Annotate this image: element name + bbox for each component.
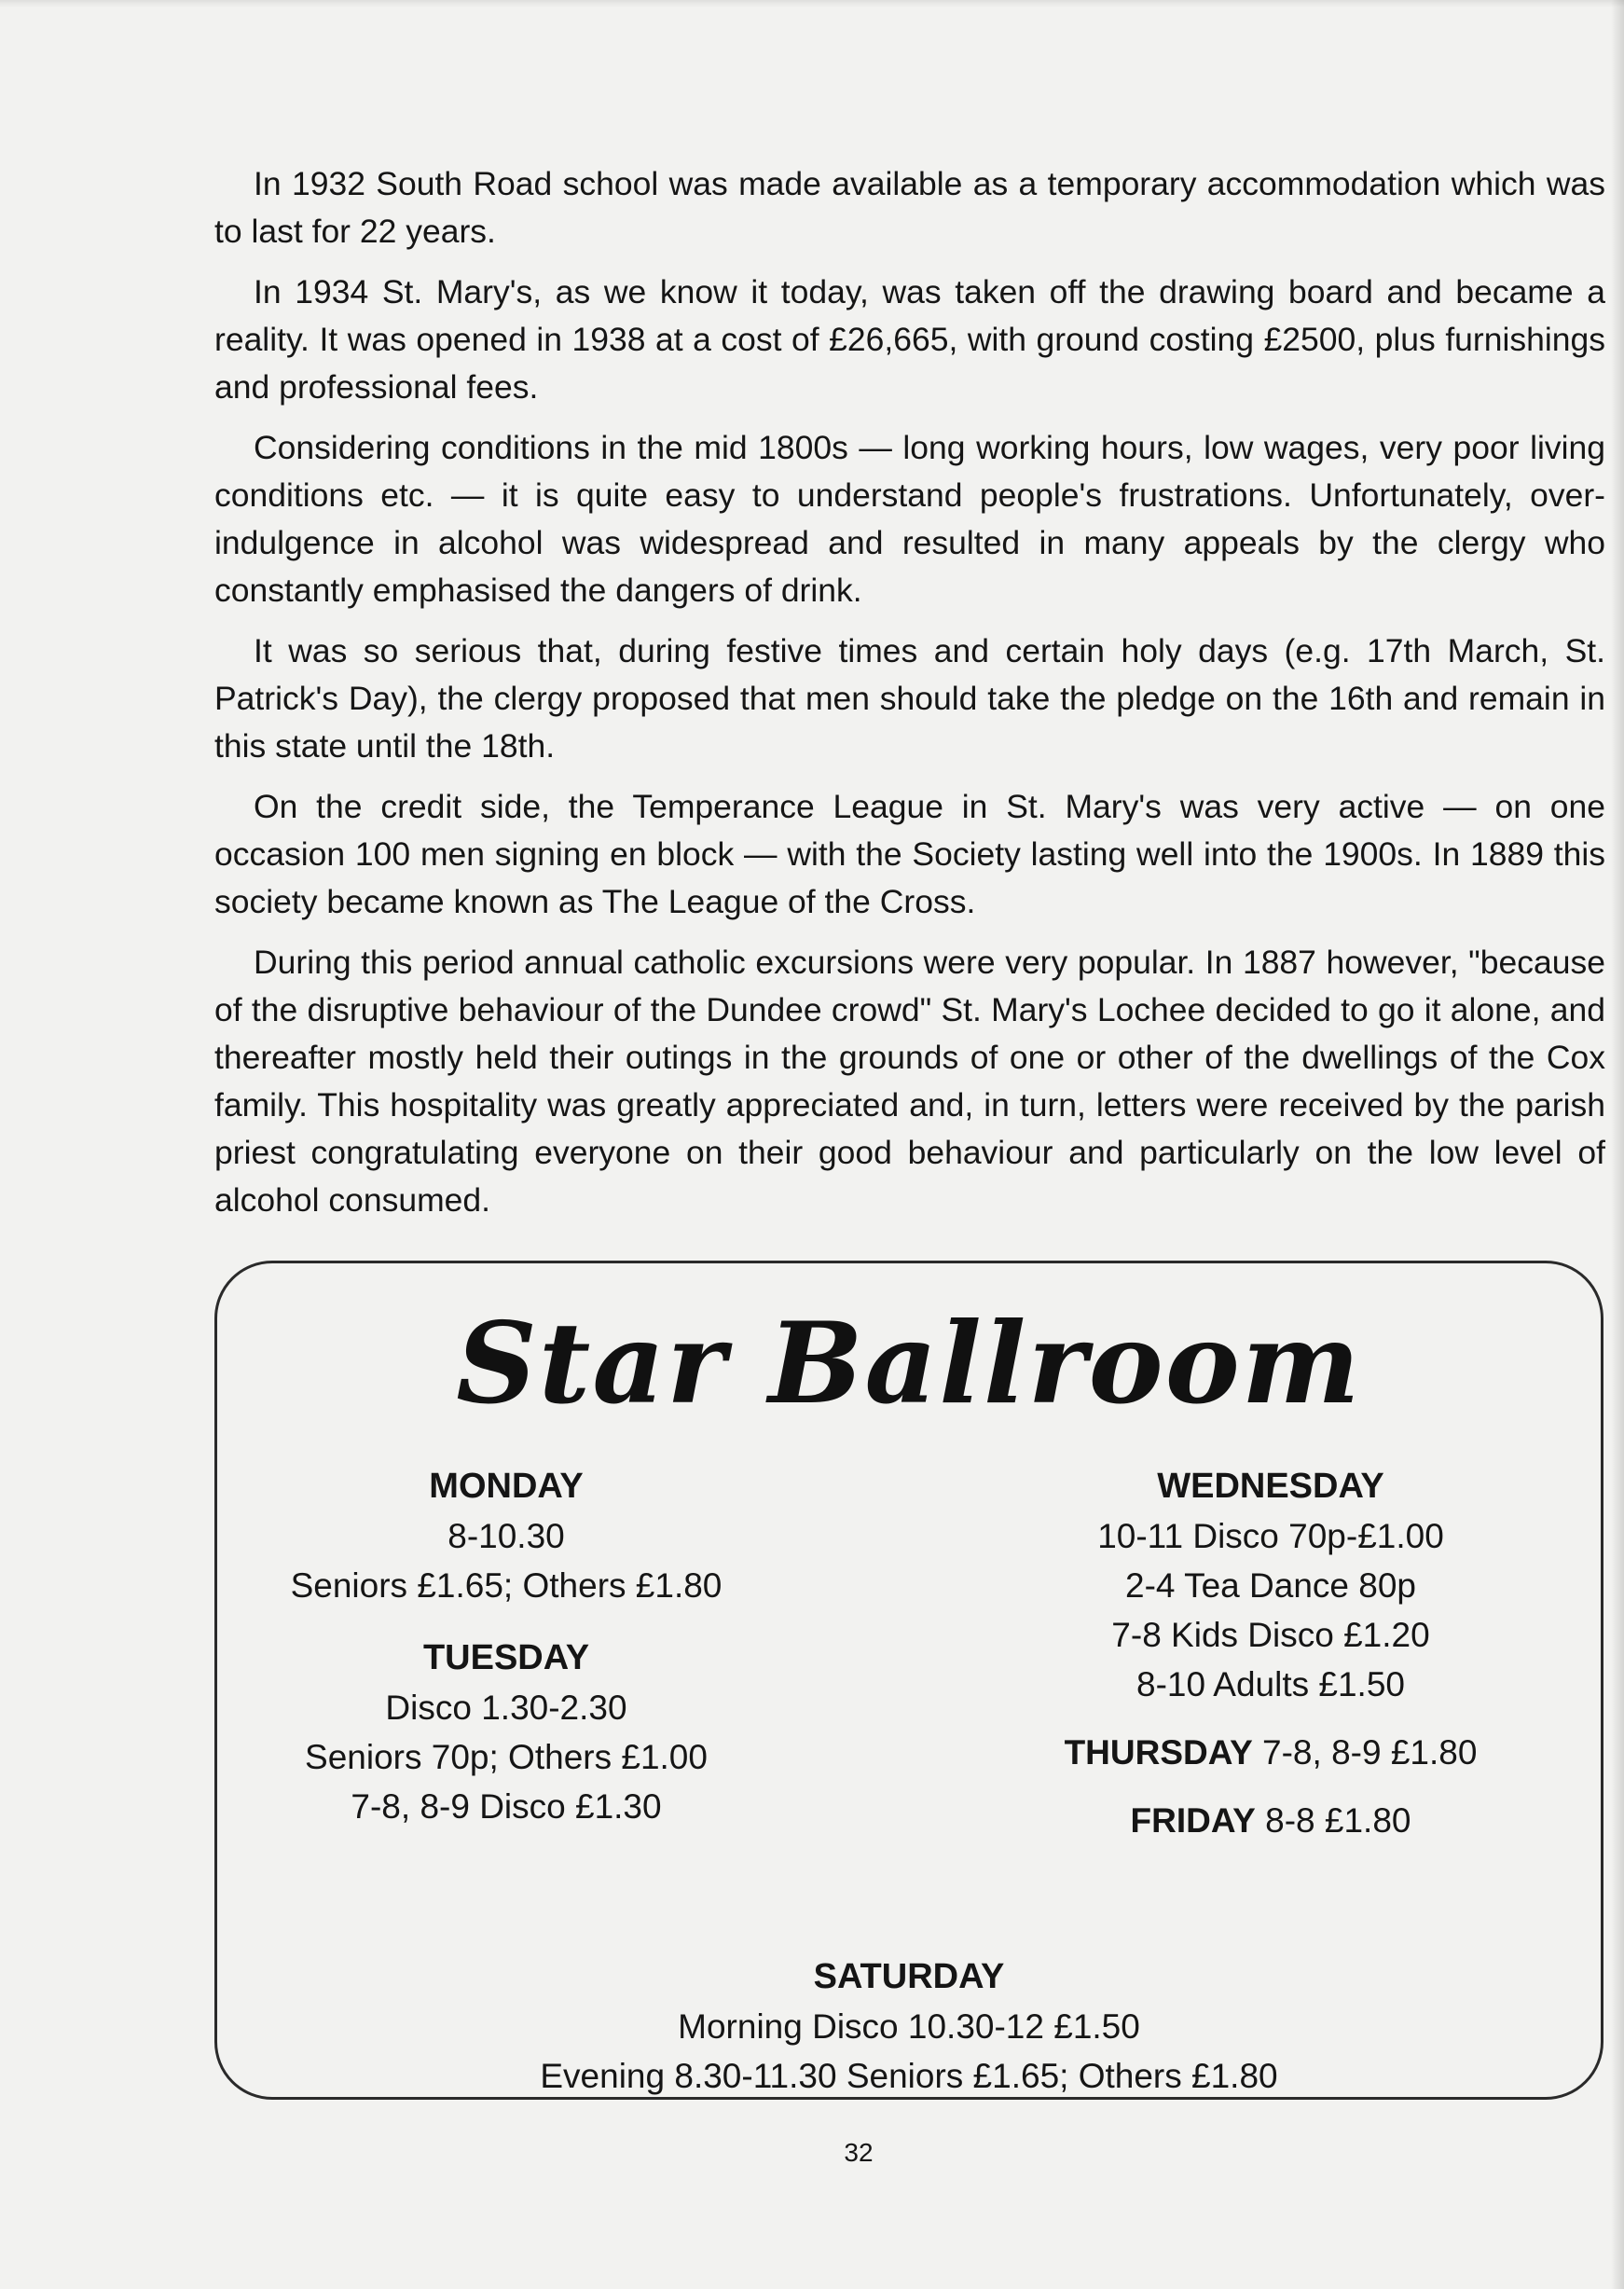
thursday-detail: 7-8, 8-9 £1.80 xyxy=(1252,1733,1478,1772)
paragraph-conditions: Considering conditions in the mid 1800s — long working hours, low wages, very poor living conditions etc. — it is quite easy to understand people's frustrations. Unfortunately, over-indulgence in alcohol was widespread and resulted in many appeals by the clergy who constantly emphasised the dangers of drink. xyxy=(214,429,1605,609)
paragraph-pledge: It was so serious that, during festive times and certain holy days (e.g. 17th March, St. Patrick's Day), the clergy proposed that men should take the pledge on the 16th and remain in this state until the 18th. xyxy=(214,632,1605,765)
paragraph-excursions: During this period annual catholic excursions were very popular. In 1887 however, "because of the disruptive behaviour of the Dundee crowd" St. Mary's Lochee decided to go it alone, and thereafter mostly held their outings in the grounds of one or other of the dwellings of the Cox family. This hospitality was greatly appreciated and, in turn, letters were received by the parish priest congratulating everyone on their good behaviour and particularly on the low level of alcohol consumed. xyxy=(214,944,1605,1219)
paragraph-temperance: On the credit side, the Temperance League in St. Mary's was very active — on one occasion 100 men signing en block — with the Society lasting well into the 1900s. In 1889 this society became known as The League of the Cross. xyxy=(214,788,1605,920)
page-edge-shadow xyxy=(1611,0,1624,2289)
ballroom-title: Star Ballroom xyxy=(456,1298,1362,1429)
wednesday-kids-disco: 7-8 Kids Disco £1.20 xyxy=(1111,1616,1430,1654)
wednesday-heading: WEDNESDAY xyxy=(1157,1467,1384,1506)
wednesday-tea-dance: 2-4 Tea Dance 80p xyxy=(1125,1566,1416,1605)
tuesday-disco: Disco 1.30-2.30 xyxy=(385,1689,627,1727)
monday-prices: Seniors £1.65; Others £1.80 xyxy=(290,1566,723,1605)
star-ballroom-advert xyxy=(214,1261,1603,2100)
friday-heading: FRIDAY xyxy=(1130,1801,1256,1840)
wednesday-disco: 10-11 Disco 70p-£1.00 xyxy=(1097,1517,1444,1555)
tuesday-evening-disco: 7-8, 8-9 Disco £1.30 xyxy=(351,1787,662,1826)
tuesday-heading: TUESDAY xyxy=(422,1638,590,1677)
wednesday-adults: 8-10 Adults £1.50 xyxy=(1136,1665,1405,1703)
page-number: 32 xyxy=(844,2138,874,2167)
monday-time: 8-10.30 xyxy=(447,1517,565,1555)
thursday-line xyxy=(991,1728,1550,1777)
spacer xyxy=(991,1777,1550,1796)
saturday-evening: Evening 8.30-11.30 Seniors £1.65; Others £1.80 xyxy=(540,2057,1278,2095)
tuesday-prices: Seniors 70p; Others £1.00 xyxy=(305,1738,708,1776)
left-schedule-column xyxy=(273,1463,739,1831)
paragraph-1934: In 1934 St. Mary's, as we know it today, was taken off the drawing board and became a reality. It was opened in 1938 at a cost of £26,665, with ground costing £2500, plus furnishings and professional fees. xyxy=(214,273,1605,406)
saturday-heading: SATURDAY xyxy=(813,1957,1005,1996)
saturday-schedule xyxy=(217,1953,1601,2101)
friday-line xyxy=(991,1796,1550,1845)
spacer xyxy=(991,1709,1550,1728)
history-text xyxy=(214,160,1605,1237)
paragraph-1932: In 1932 South Road school was made available as a temporary accommodation which was to last for 22 years. xyxy=(214,165,1605,250)
thursday-heading: THURSDAY xyxy=(1064,1733,1253,1772)
monday-heading: MONDAY xyxy=(429,1467,584,1506)
right-schedule-column xyxy=(991,1463,1550,1845)
spacer xyxy=(273,1610,739,1634)
page-edge-top xyxy=(0,0,1624,7)
friday-detail: 8-8 £1.80 xyxy=(1255,1801,1411,1840)
saturday-morning: Morning Disco 10.30-12 £1.50 xyxy=(678,2007,1140,2046)
